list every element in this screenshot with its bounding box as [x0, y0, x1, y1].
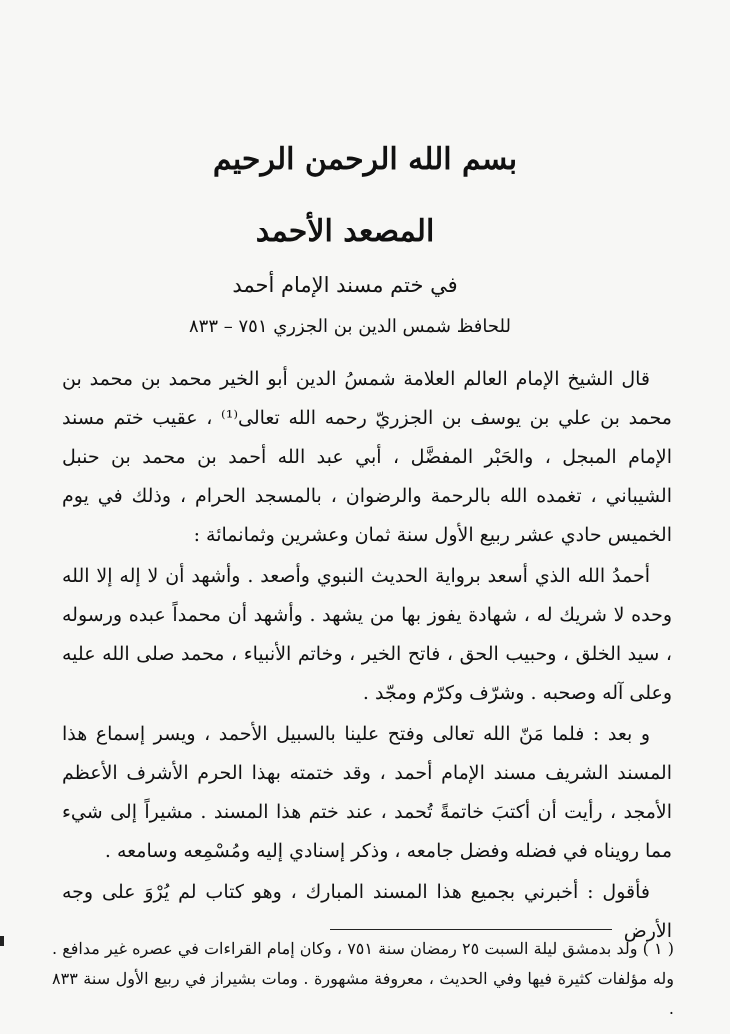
scan-mark: [0, 936, 4, 946]
paragraph-praise: أحمدُ الله الذي أسعد برواية الحديث النبوي وأصعد . وأشهد أن لا إله إلا الله وحده لا شريك له ، شهادة يفوز بها من يشهد . وأشهد أن محمداً عبده ورسوله ، سيد الخلق ، وحبيب الحق ، فاتح الخير ، وخاتم الأنبياء ، محمد صلى الله عليه وعلى آله وصحبه . وشرّف وكرّم ومجّد .: [62, 565, 672, 704]
footnote-divider: [330, 929, 612, 930]
book-subtitle: في ختم مسند الإمام أحمد: [232, 273, 458, 297]
book-title: المصعد الأحمد: [255, 214, 435, 249]
paragraph-intro: قال الشيخ الإمام العالم العلامة شمسُ الدين أبو الخير محمد بن محمد بن محمد بن علي بن يوسف بن الجزريّ رحمه الله تعالى⁽¹⁾ ، عقيب ختم مسند الإمام المبجل ، والحَبْر المفضَّل ، أبي عبد الله أحمد بن محمد بن حنبل الشيباني ، تغمده الله بالرحمة والرضوان ، بالمسجد الحرام ، وذلك في يوم الخميس حادي عشر ربيع الأول سنة ثمان وعشرين وثمانمائة :: [62, 368, 672, 546]
paragraph-after: و بعد : فلما مَنّ الله تعالى وفتح علينا بالسبيل الأحمد ، ويسر إسماع هذا المسند الشريف مسند الإمام أحمد ، وقد ختمته بهذا الحرم الأشرف الأعظم الأمجد ، رأيت أن أكتبَ خاتمةً تُحمد ، عند ختم هذا المسند . مشيراً إلى شيء مما رويناه في فضله وفضل جامعه ، وذكر إسنادي إليه ومُسْمِعه وسامعه .: [62, 723, 672, 862]
main-text: [62, 360, 672, 951]
footnote: ( ١ ) ولد بدمشق ليلة السبت ٢٥ رمضان سنة ٧٥١ ، وكان إمام القراءات في عصره غير مدافع . وله مؤلفات كثيرة فيها وفي الحديث ، معروفة مشهورة . ومات بشيراز في ربيع الأول سنة ٨٣٣ .: [52, 939, 675, 1018]
paragraph-saying: فأقول : أخبرني بجميع هذا المسند المبارك ، وهو كتاب لم يُرْوَ على وجه الأرض: [62, 881, 672, 942]
author-line: للحافظ شمس الدين بن الجزري ٧٥١ – ٨٣٣: [189, 316, 511, 337]
basmala-heading: بسم الله الرحمن الرحيم: [212, 142, 518, 177]
